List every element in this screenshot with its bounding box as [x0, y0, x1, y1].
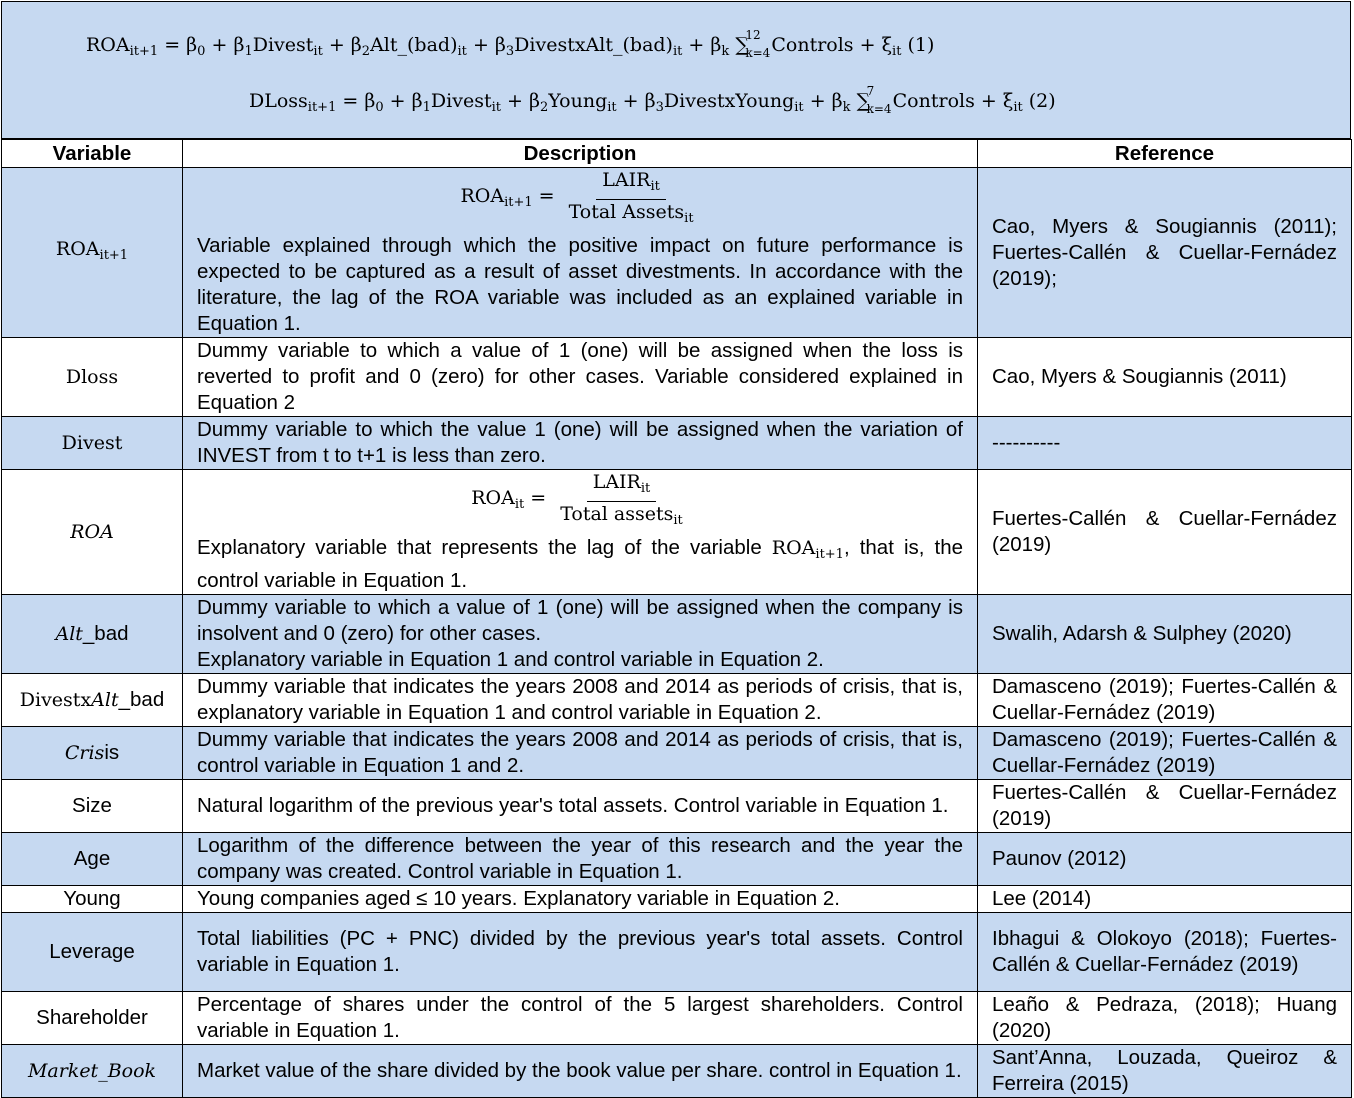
table-row	[2, 674, 1352, 727]
description-cell: Logarithm of the difference between the year of this research and the year the company was created. Control variable in Equation 1.	[183, 833, 978, 886]
reference-cell: Paunov (2012)	[978, 833, 1352, 886]
reference-cell: Lee (2014)	[978, 886, 1352, 913]
description-cell: Dummy variable that indicates the years 2008 and 2014 as periods of crisis, that is, control variable in Equation 1 and 2.	[183, 727, 978, 780]
summation-symbol: ∑ 7 k=4	[856, 84, 892, 116]
description-cell: Percentage of shares under the control of the 5 largest shareholders. Control variable in Equation 1.	[183, 992, 978, 1045]
description-cell: Natural logarithm of the previous year's total assets. Control variable in Equation 1.	[183, 780, 978, 833]
table-header-row	[2, 140, 1352, 168]
table-row	[2, 992, 1352, 1045]
table-row	[2, 417, 1352, 470]
roa-formula: $ROA_{it}$ = $\frac{LAIR_{it}}{Total assets_{it}}$	[471, 471, 683, 528]
equations-header	[1, 1, 1351, 139]
reference-cell: Damasceno (2019); Fuertes-Callén & Cuellar-Fernádez (2019)	[978, 727, 1352, 780]
table-row	[2, 470, 1352, 595]
reference-cell: Damasceno (2019); Fuertes-Callén & Cuellar-Fernádez (2019)	[978, 674, 1352, 727]
description-cell: $ROA_{it+1}$ = $\frac{LAIR_{it}}{Total Assets_{it}}$ Variable explained through which the positive impact on future performance is expected to be captured as a result of asset divestments. In accordance with the literature, the lag of the ROA variable was included as an explained variable in Equation 1.	[183, 168, 978, 338]
header-variable: Variable	[2, 140, 183, 168]
variable-cell: Leverage	[2, 913, 183, 992]
variable-cell: Shareholder	[2, 992, 183, 1045]
description-cell: Dummy variable that indicates the years 2008 and 2014 as periods of crisis, that is, explanatory variable in Equation 1 and control variable in Equation 2.	[183, 674, 978, 727]
variable-cell: ROA	[2, 470, 183, 595]
reference-cell: Ibhagui & Olokoyo (2018); Fuertes-Callén & Cuellar-Fernádez (2019)	[978, 913, 1352, 992]
variable-cell: $ROA_{it+1}$	[2, 168, 183, 338]
variable-cell: Size	[2, 780, 183, 833]
variables-table	[1, 139, 1352, 1098]
reference-cell: Swalih, Adarsh & Sulphey (2020)	[978, 595, 1352, 674]
variable-cell: Market_Book	[2, 1045, 183, 1098]
description-cell: Dummy variable to which a value of 1 (one) will be assigned when the company is insolvent and 0 (zero) for other cases. Explanatory variable in Equation 1 and control variable in Equation 2.	[183, 595, 978, 674]
table-row	[2, 727, 1352, 780]
reference-cell: Sant’Anna, Louzada, Queiroz & Ferreira (2015)	[978, 1045, 1352, 1098]
variable-cell: Alt_bad	[2, 595, 183, 674]
table-row	[2, 780, 1352, 833]
description-cell: Dummy variable to which a value of 1 (one) will be assigned when the loss is reverted to profit and 0 (zero) for other cases. Variable considered explained in Equation 2	[183, 338, 978, 417]
variable-cell: Dloss	[2, 338, 183, 417]
reference-cell: Fuertes-Callén & Cuellar-Fernádez (2019)	[978, 470, 1352, 595]
table-row	[2, 886, 1352, 913]
variable-cell: Age	[2, 833, 183, 886]
equation-2: DLoss$_{it+1}$ = $\beta_0$ + $\beta_1Divest_{it}$ + $\beta_2Young_{it}$ + $\beta_3DivestxYoung_{it} + \beta_k$ ∑ 7 k=4 Controls + $\xi_{it}$ (2)	[249, 84, 1056, 116]
table-row	[2, 1045, 1352, 1098]
header-description: Description	[183, 140, 978, 168]
summation-symbol: ∑ 12 k=4	[735, 28, 771, 60]
table-row	[2, 595, 1352, 674]
reference-cell: Fuertes-Callén & Cuellar-Fernádez (2019)	[978, 780, 1352, 833]
description-cell: $ROA_{it}$ = $\frac{LAIR_{it}}{Total assets_{it}}$ Explanatory variable that represents the lag of the variable $ROA_{it+1}$, that is, the control variable in Equation 1.	[183, 470, 978, 595]
table-row	[2, 833, 1352, 886]
variable-cell: DivestxAlt_bad	[2, 674, 183, 727]
reference-cell: Leaño & Pedraza, (2018); Huang (2020)	[978, 992, 1352, 1045]
table-row	[2, 168, 1352, 338]
variable-cell: Divest	[2, 417, 183, 470]
description-cell: Market value of the share divided by the book value per share. control in Equation 1.	[183, 1045, 978, 1098]
reference-cell: Cao, Myers & Sougiannis (2011)	[978, 338, 1352, 417]
variable-cell: Young	[2, 886, 183, 913]
roa-next-formula: $ROA_{it+1}$ = $\frac{LAIR_{it}}{Total Assets_{it}}$	[460, 169, 694, 226]
equation-1: $ROA_{it+1} = \beta_0$ + $\beta_1Divest_{it}$ + $\beta_2Alt\_(bad)_{it}$ + $\beta_3DivestxAlt\_(bad)_{it} + \beta_k$ ∑ 12 k=4 Controls + $\xi_{it}$ (1)	[86, 28, 935, 60]
description-cell: Total liabilities (PC + PNC) divided by the previous year's total assets. Control variable in Equation 1.	[183, 913, 978, 992]
reference-cell: ----------	[978, 417, 1352, 470]
header-reference: Reference	[978, 140, 1352, 168]
table-row	[2, 338, 1352, 417]
description-cell: Dummy variable to which the value 1 (one) will be assigned when the variation of INVEST from t to t+1 is less than zero.	[183, 417, 978, 470]
reference-cell: Cao, Myers & Sougiannis (2011); Fuertes-Callén & Cuellar-Fernádez (2019);	[978, 168, 1352, 338]
variable-cell: Crisis	[2, 727, 183, 780]
table-row	[2, 913, 1352, 992]
description-cell: Young companies aged ≤ 10 years. Explanatory variable in Equation 2.	[183, 886, 978, 913]
